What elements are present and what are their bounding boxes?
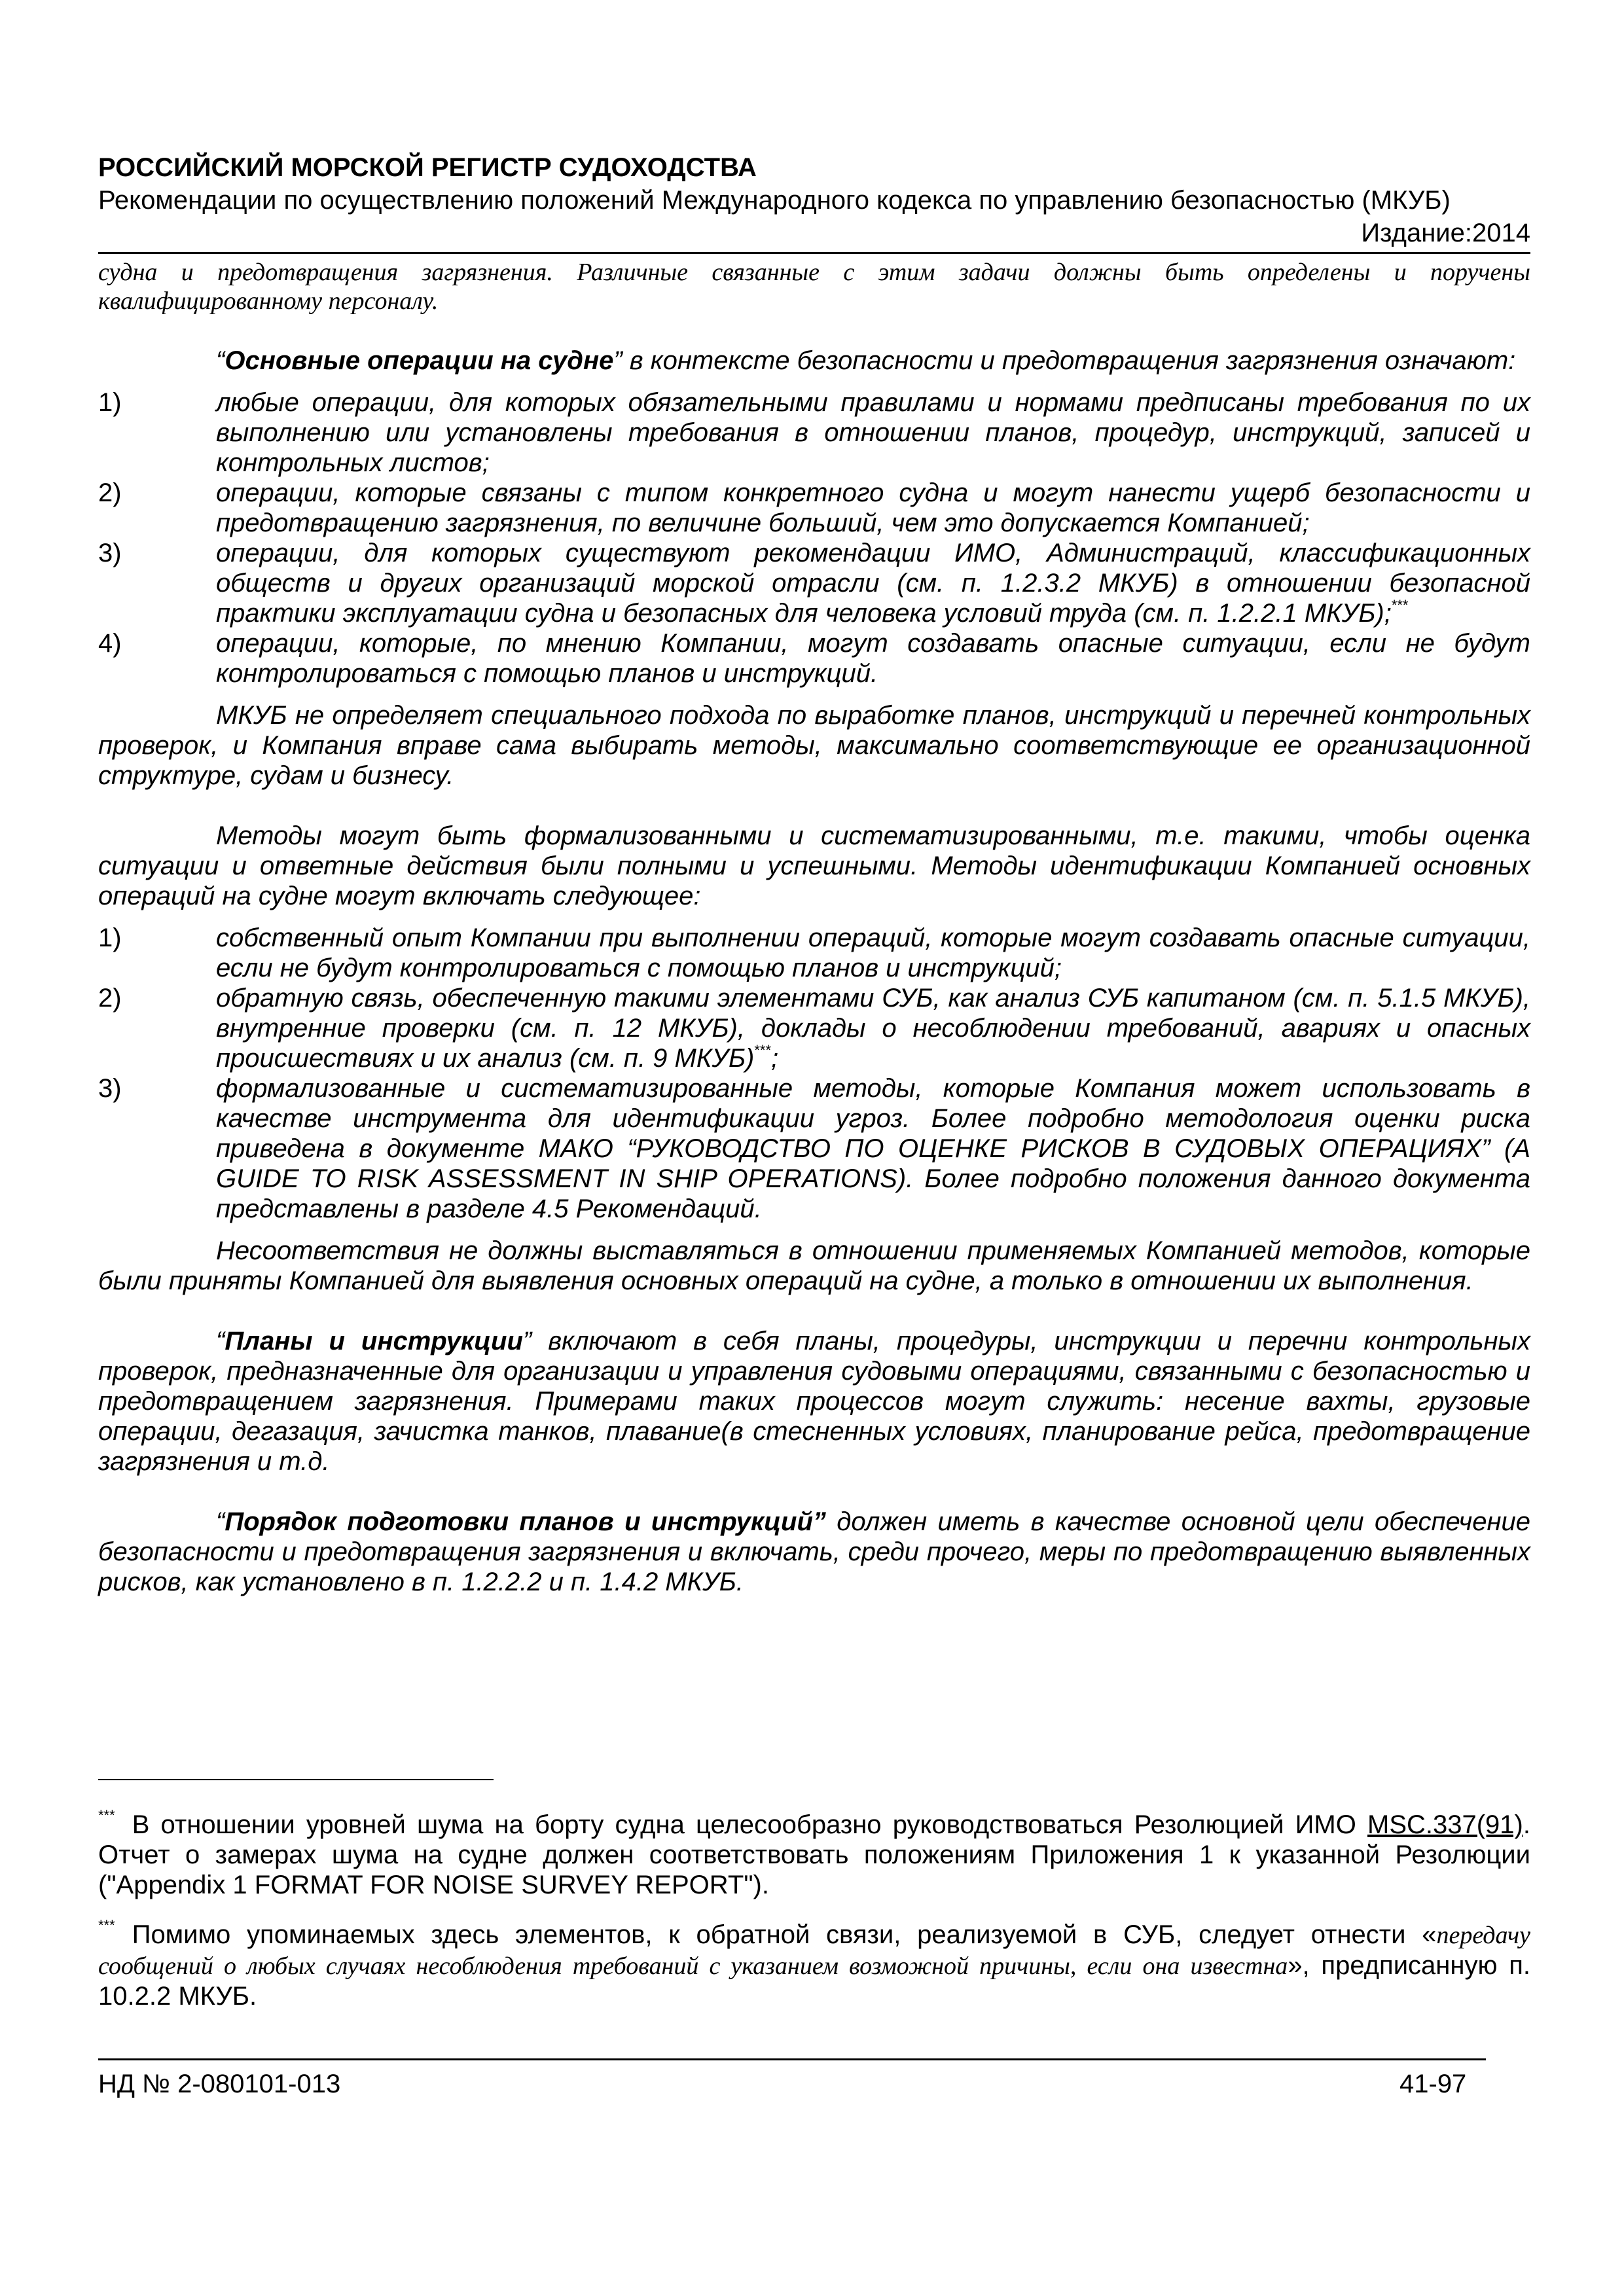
document-number: НД № 2-080101-013 xyxy=(98,2070,341,2098)
footnotes xyxy=(98,1807,1530,2011)
definition-main-operations: “Основные операции на судне” в контексте безопасности и предотвращения загрязнения означают: xyxy=(216,346,1516,375)
paragraph-nonconformities: Несоответствия не должны выставляться в отношении применяемых Компанией методов, которые были приняты Компанией для выявления основных операций на судне, а только в отношении их выполнения. xyxy=(98,1236,1530,1295)
document-subtitle: Рекомендации по осуществлению положений Международного кодекса по управлению безопасностью (МКУБ) xyxy=(98,186,1451,215)
paragraph-methods: Методы могут быть формализованными и систематизированными, т.е. такими, чтобы оценка ситуации и ответные действия были полными и успешными. Методы идентификации Компанией основных операций на судне могут включать следующее: xyxy=(98,821,1530,910)
list-item: 3) операции, для которых существуют рекомендации ИМО, Администраций, классификационных обществ и других организаций морской отрасли (см. п. 1.2.3.2 МКУБ) в отношении безопасной практики эксплуатации судна и безопасных для человека условий труда (см. п. 1.2.2.1 МКУБ);*** xyxy=(98,539,1530,628)
term-main-operations: Основные операции на судне xyxy=(225,346,614,375)
footnote-divider xyxy=(98,1779,494,1780)
page-number: 41-97 xyxy=(1399,2070,1467,2098)
definition-preparation-order: “Порядок подготовки планов и инструкций” должен иметь в качестве основной цели обеспечение безопасности и предотвращения загрязнения и включать, среди прочего, меры по предотвращению выявленных рисков, как установлено в п. 1.2.2.2 и п. 1.4.2 МКУБ. xyxy=(98,1507,1530,1596)
footer-divider xyxy=(98,2058,1486,2060)
footnote-1: *** В отношении уровней шума на борту судна целесообразно руководствоваться Резолюцией ИМО MSC.337(91). Отчет о замерах шума на судне должен соответствовать положениям Приложения 1 к указанной Резолюции ("Appendix 1 FORMAT FOR NOISE SURVEY REPORT"). xyxy=(98,1807,1530,1899)
footnote-2: *** Помимо упоминаемых здесь элементов, к обратной связи, реализуемой в СУБ, следует отнести «передачу сообщений о любых случаях несоблюдения требований с указанием возможной причины, если она известна», предписанную п. 10.2.2 МКУБ. xyxy=(98,1917,1530,2011)
methods-list xyxy=(98,923,1530,1224)
definition-plans: “Планы и инструкции” включают в себя планы, процедуры, инструкции и перечни контрольных проверок, предназначенные для организации и управления судовыми операциями, связанными с безопасностью и предотвращением загрязнения. Примерами таких процессов могут служить: несение вахты, грузовые операции, дегазация, зачистка танков, плавание(в стесненных условиях, планирование рейса, предотвращение загрязнения и т.д. xyxy=(98,1327,1530,1476)
main-operations-list xyxy=(98,387,1530,689)
list-item: 3) формализованные и систематизированные методы, которые Компания может использовать в качестве инструмента для идентификации угроз. Более подробно методология оценки риска приведена в документе МАКО “РУКОВОДСТВО ПО ОЦЕНКЕ РИСКОВ В СУДОВЫХ ОПЕРАЦИЯХ” (A GUIDE TO RISK ASSESSMENT IN SHIP OPERATIONS). Более подробно положения данного документа представлены в разделе 4.5 Рекомендаций. xyxy=(98,1074,1530,1223)
term-preparation-order: Порядок подготовки планов и инструкций” xyxy=(225,1507,826,1536)
organization-title: РОССИЙСКИЙ МОРСКОЙ РЕГИСТР СУДОХОДСТВА xyxy=(98,153,757,182)
list-item: 1) собственный опыт Компании при выполнении операций, которые могут создавать опасные ситуации, если не будут контролироваться с помощью планов и инструкций; xyxy=(98,924,1530,982)
list-item: 4) операции, которые, по мнению Компании, могут создавать опасные ситуации, если не будут контролироваться с помощью планов и инструкций. xyxy=(98,629,1530,688)
header-divider xyxy=(98,252,1530,254)
edition-label: Издание:2014 xyxy=(1361,219,1530,247)
list-item: 1) любые операции, для которых обязательными правилами и нормами предписаны требования по их выполнению или установлены требования в отношении планов, процедур, инструкций, записей и контрольных листов; xyxy=(98,388,1530,477)
list-item: 2) операции, которые связаны с типом конкретного судна и могут нанести ущерб безопасности и предотвращению загрязнения, по величине больший, чем это допускается Компанией; xyxy=(98,478,1530,537)
footnote-ref: *** xyxy=(1391,597,1409,613)
footnote-ref: *** xyxy=(754,1042,772,1058)
continuation-paragraph: судна и предотвращения загрязнения. Различные связанные с этим задачи должны быть определены и поручены квалифицированному персоналу. xyxy=(98,259,1530,315)
term-plans: Планы и инструкции xyxy=(225,1327,523,1355)
main-content xyxy=(98,258,1530,1597)
list-item: 2) обратную связь, обеспеченную такими элементами СУБ, как анализ СУБ капитаном (см. п. 5.1.5 МКУБ), внутренние проверки (см. п. 12 МКУБ), доклады о несоблюдении требований, авариях и опасных происшествиях и их анализ (см. п. 9 МКУБ)***; xyxy=(98,984,1530,1073)
paragraph-mkub: МКУБ не определяет специального подхода по выработке планов, инструкций и перечней контрольных проверок, и Компания вправе сама выбирать методы, максимально соответствующие ее организационной структуре, судам и бизнесу. xyxy=(98,701,1530,790)
resolution-link[interactable]: MSC.337(91) xyxy=(1367,1810,1523,1839)
